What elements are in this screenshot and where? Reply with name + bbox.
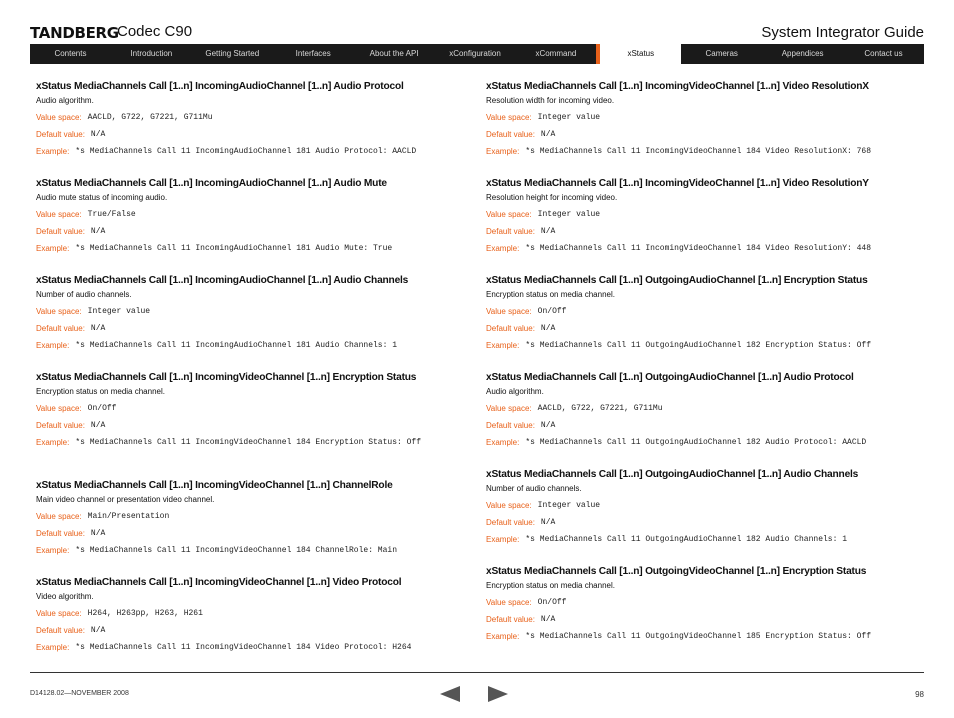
value-space-label: Value space: xyxy=(36,404,82,413)
entry-title: xStatus MediaChannels Call [1..n] IncomingAudioChannel [1..n] Audio Channels xyxy=(36,275,409,286)
value-space-label: Value space: xyxy=(486,501,532,510)
product-name: Codec C90 xyxy=(117,23,193,40)
example-label: Example: xyxy=(36,147,70,156)
default-value-label: Default value: xyxy=(486,227,535,236)
entry-title: xStatus MediaChannels Call [1..n] OutgoingVideoChannel [1..n] Encryption Status xyxy=(486,566,867,577)
default-value: N/A xyxy=(90,227,106,236)
next-page-arrow-icon[interactable] xyxy=(488,686,508,702)
example-label: Example: xyxy=(486,535,520,544)
page-number: 98 xyxy=(915,690,924,699)
default-value: N/A xyxy=(90,130,106,139)
tab-interfaces[interactable]: Interfaces xyxy=(295,49,331,58)
value-space-label: Value space: xyxy=(36,307,82,316)
example-value: *s MediaChannels Call 11 IncomingVideoChannel 184 Video Protocol: H264 xyxy=(75,643,412,652)
default-value: N/A xyxy=(90,626,106,635)
default-value: N/A xyxy=(540,227,556,236)
value-space: Integer value xyxy=(537,210,601,219)
value-space-label: Value space: xyxy=(486,210,532,219)
value-space: AACLD, G722, G7221, G711Mu xyxy=(87,113,213,122)
entry-description: Resolution width for incoming video. xyxy=(486,96,615,105)
tab-xconfiguration[interactable]: xConfiguration xyxy=(449,49,501,58)
status-entry xyxy=(486,274,926,371)
entry-title: xStatus MediaChannels Call [1..n] IncomingVideoChannel [1..n] Video ResolutionY xyxy=(486,178,869,189)
status-entry xyxy=(486,371,926,468)
example-value: *s MediaChannels Call 11 IncomingVideoChannel 184 Video ResolutionX: 768 xyxy=(525,147,872,156)
default-value: N/A xyxy=(90,421,106,430)
tab-getting-started[interactable]: Getting Started xyxy=(205,49,260,58)
default-value-label: Default value: xyxy=(36,227,85,236)
example-label: Example: xyxy=(36,546,70,555)
default-value: N/A xyxy=(540,421,556,430)
default-value-label: Default value: xyxy=(486,324,535,333)
entry-description: Number of audio channels. xyxy=(486,484,582,493)
default-value: N/A xyxy=(90,324,106,333)
entry-title: xStatus MediaChannels Call [1..n] OutgoingAudioChannel [1..n] Audio Channels xyxy=(486,469,859,480)
previous-page-arrow-icon[interactable] xyxy=(440,686,460,702)
entry-title: xStatus MediaChannels Call [1..n] IncomingVideoChannel [1..n] Video Protocol xyxy=(36,577,402,588)
default-value-label: Default value: xyxy=(486,518,535,527)
left-column xyxy=(36,80,476,673)
doc-id: D14128.02—NOVEMBER 2008 xyxy=(30,690,129,697)
default-value-label: Default value: xyxy=(36,421,85,430)
tab-introduction[interactable]: Introduction xyxy=(130,49,173,58)
example-label: Example: xyxy=(36,244,70,253)
guide-title: System Integrator Guide xyxy=(761,24,924,41)
tab-about-the-api[interactable]: About the API xyxy=(369,49,419,58)
status-entry xyxy=(36,479,476,576)
value-space: True/False xyxy=(87,210,136,219)
entry-title: xStatus MediaChannels Call [1..n] OutgoingAudioChannel [1..n] Encryption Status xyxy=(486,275,868,286)
entry-description: Main video channel or presentation video channel. xyxy=(36,495,215,504)
default-value: N/A xyxy=(90,529,106,538)
value-space: On/Off xyxy=(87,404,117,413)
entry-description: Number of audio channels. xyxy=(36,290,132,299)
status-entry xyxy=(486,468,926,565)
value-space: On/Off xyxy=(537,598,567,607)
value-space-label: Value space: xyxy=(36,512,82,521)
entry-description: Video algorithm. xyxy=(36,592,94,601)
status-entry xyxy=(36,576,476,673)
status-entry xyxy=(486,177,926,274)
value-space: Integer value xyxy=(537,113,601,122)
value-space-label: Value space: xyxy=(486,113,532,122)
value-space-label: Value space: xyxy=(486,307,532,316)
tab-contents[interactable]: Contents xyxy=(54,49,87,58)
entry-description: Audio algorithm. xyxy=(486,387,544,396)
default-value-label: Default value: xyxy=(486,130,535,139)
status-entry xyxy=(486,80,926,177)
tab-xstatus[interactable]: xStatus xyxy=(596,44,681,64)
entry-description: Encryption status on media channel. xyxy=(486,581,615,590)
entry-title: xStatus MediaChannels Call [1..n] OutgoingAudioChannel [1..n] Audio Protocol xyxy=(486,372,854,383)
tab-contact-us[interactable]: Contact us xyxy=(864,49,903,58)
example-label: Example: xyxy=(36,438,70,447)
entry-description: Audio algorithm. xyxy=(36,96,94,105)
value-space: Integer value xyxy=(87,307,151,316)
page-header xyxy=(30,24,924,46)
example-value: *s MediaChannels Call 11 IncomingAudioChannel 181 Audio Channels: 1 xyxy=(75,341,398,350)
default-value-label: Default value: xyxy=(36,324,85,333)
value-space: H264, H263pp, H263, H261 xyxy=(87,609,203,618)
example-value: *s MediaChannels Call 11 IncomingVideoChannel 184 Video ResolutionY: 448 xyxy=(525,244,872,253)
example-value: *s MediaChannels Call 11 IncomingVideoChannel 184 Encryption Status: Off xyxy=(75,438,422,447)
status-entry xyxy=(36,274,476,371)
example-label: Example: xyxy=(486,244,520,253)
default-value-label: Default value: xyxy=(486,615,535,624)
entry-description: Encryption status on media channel. xyxy=(36,387,165,396)
value-space-label: Value space: xyxy=(486,404,532,413)
nav-bar xyxy=(30,44,924,64)
example-label: Example: xyxy=(36,341,70,350)
value-space: Main/Presentation xyxy=(87,512,170,521)
status-entry xyxy=(36,177,476,274)
value-space-label: Value space: xyxy=(36,609,82,618)
entry-title: xStatus MediaChannels Call [1..n] IncomingAudioChannel [1..n] Audio Protocol xyxy=(36,81,404,92)
example-label: Example: xyxy=(486,341,520,350)
default-value-label: Default value: xyxy=(36,130,85,139)
value-space-label: Value space: xyxy=(486,598,532,607)
example-value: *s MediaChannels Call 11 OutgoingAudioChannel 182 Audio Channels: 1 xyxy=(525,535,848,544)
status-entry xyxy=(486,565,926,662)
value-space: Integer value xyxy=(537,501,601,510)
right-column xyxy=(486,80,926,662)
example-label: Example: xyxy=(486,632,520,641)
status-entry xyxy=(36,80,476,177)
example-label: Example: xyxy=(36,643,70,652)
example-value: *s MediaChannels Call 11 OutgoingAudioChannel 182 Audio Protocol: AACLD xyxy=(525,438,867,447)
value-space-label: Value space: xyxy=(36,113,82,122)
entry-description: Encryption status on media channel. xyxy=(486,290,615,299)
tab-xcommand[interactable]: xCommand xyxy=(535,49,577,58)
entry-title: xStatus MediaChannels Call [1..n] IncomingVideoChannel [1..n] Encryption Status xyxy=(36,372,417,383)
entry-title: xStatus MediaChannels Call [1..n] IncomingVideoChannel [1..n] Video ResolutionX xyxy=(486,81,869,92)
example-label: Example: xyxy=(486,147,520,156)
entry-description: Audio mute status of incoming audio. xyxy=(36,193,168,202)
entry-title: xStatus MediaChannels Call [1..n] IncomingVideoChannel [1..n] ChannelRole xyxy=(36,480,393,491)
example-value: *s MediaChannels Call 11 IncomingAudioChannel 181 Audio Mute: True xyxy=(75,244,393,253)
default-value: N/A xyxy=(540,615,556,624)
default-value: N/A xyxy=(540,324,556,333)
example-label: Example: xyxy=(486,438,520,447)
tab-appendices[interactable]: Appendices xyxy=(781,49,824,58)
default-value-label: Default value: xyxy=(486,421,535,430)
entry-title: xStatus MediaChannels Call [1..n] IncomingAudioChannel [1..n] Audio Mute xyxy=(36,178,387,189)
example-value: *s MediaChannels Call 11 IncomingVideoChannel 184 ChannelRole: Main xyxy=(75,546,398,555)
tab-cameras[interactable]: Cameras xyxy=(705,49,738,58)
example-value: *s MediaChannels Call 11 IncomingAudioChannel 181 Audio Protocol: AACLD xyxy=(75,147,417,156)
status-entry xyxy=(36,371,476,479)
example-value: *s MediaChannels Call 11 OutgoingVideoChannel 185 Encryption Status: Off xyxy=(525,632,872,641)
value-space: On/Off xyxy=(537,307,567,316)
default-value: N/A xyxy=(540,130,556,139)
default-value: N/A xyxy=(540,518,556,527)
default-value-label: Default value: xyxy=(36,626,85,635)
entry-description: Resolution height for incoming video. xyxy=(486,193,618,202)
example-value: *s MediaChannels Call 11 OutgoingAudioChannel 182 Encryption Status: Off xyxy=(525,341,872,350)
value-space: AACLD, G722, G7221, G711Mu xyxy=(537,404,663,413)
default-value-label: Default value: xyxy=(36,529,85,538)
value-space-label: Value space: xyxy=(36,210,82,219)
brand-logo: TANDBERG xyxy=(30,24,119,42)
footer-divider xyxy=(30,672,924,673)
